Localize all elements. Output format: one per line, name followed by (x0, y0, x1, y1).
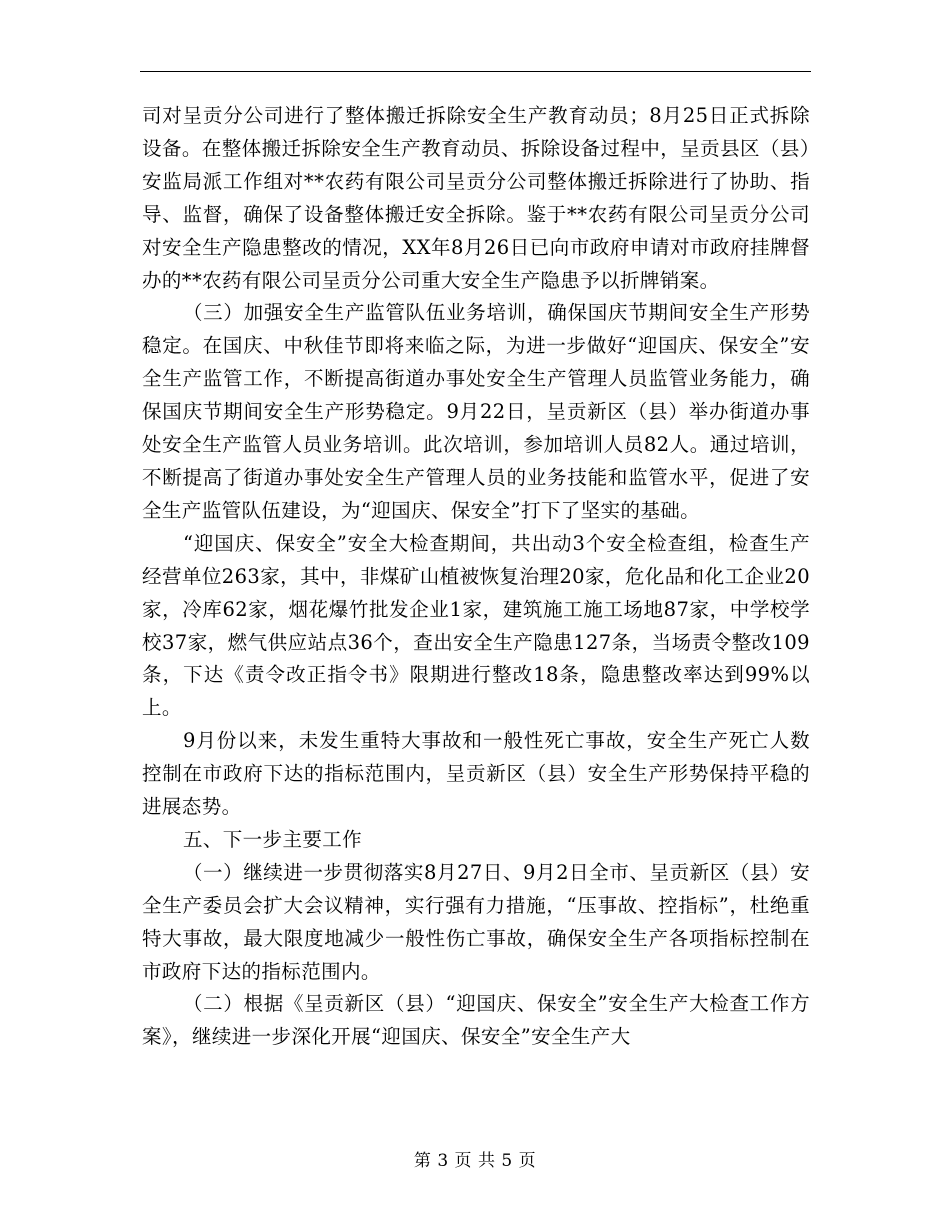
paragraph-next-step-1: （一）继续进一步贯彻落实8月27日、9月2日全市、呈贡新区（县）安全生产委员会扩大会议精神，实行强有力措施，“压事故、控指标”，杜绝重特大事故，最大限度地减少一般性伤亡事故，确保安全生产各项指标控制在市政府下达的指标范围内。 (142, 860, 810, 983)
document-body (142, 100, 810, 1054)
paragraph-next-step-2: （二）根据《呈贡新区（县）“迎国庆、保安全”安全生产大检查工作方案》，继续进一步深化开展“迎国庆、保安全”安全生产大 (142, 992, 810, 1049)
paragraph-section-3: （三）加强安全生产监管队伍业务培训，确保国庆节期间安全生产形势稳定。在国庆、中秋佳节即将来临之际，为进一步做好“迎国庆、保安全”安全生产监管工作，不断提高街道办事处安全生产管理人员监管业务能力，确保国庆节期间安全生产形势稳定。9月22日，呈贡新区（县）举办街道办事处安全生产监管人员业务培训。此次培训，参加培训人员82人。通过培训，不断提高了街道办事处安全生产管理人员的业务技能和监管水平，促进了安全生产监管队伍建设，为“迎国庆、保安全”打下了坚实的基础。 (142, 301, 810, 522)
header-rule (140, 71, 811, 72)
section-heading-next-steps: 五、下一步主要工作 (182, 827, 363, 851)
paragraph-inspection-summary: “迎国庆、保安全”安全大检查期间，共出动3个安全检查组，检查生产经营单位263家，其中，非煤矿山植被恢复治理20家，危化品和化工企业20家，冷库62家，烟花爆竹批发企业1家，建筑施工施工场地87家，中学校学校37家，燃气供应站点36个，查出安全生产隐患127条，当场责令整改109条，下达《责令改正指令书》限期进行整改18条，隐患整改率达到99%以上。 (142, 531, 810, 720)
paragraph-safety-status: 9月份以来，未发生重特大事故和一般性死亡事故，安全生产死亡人数控制在市政府下达的指标范围内，呈贡新区（县）安全生产形势保持平稳的进展态势。 (142, 729, 810, 819)
page-number-label: 第 3 页 共 5 页 (413, 1151, 537, 1171)
paragraph-continuation: 司对呈贡分公司进行了整体搬迁拆除安全生产教育动员；8月25日正式拆除设备。在整体搬迁拆除安全生产教育动员、拆除设备过程中，呈贡县区（县）安监局派工作组对**农药有限公司呈贡分公司整体搬迁拆除进行了协助、指导、监督，确保了设备整体搬迁安全拆除。鉴于**农药有限公司呈贡分公司对安全生产隐患整改的情况，XX年8月26日已向市政府申请对市政府挂牌督办的**农药有限公司呈贡分公司重大安全生产隐患予以折牌销案。 (142, 104, 810, 292)
page-footer (0, 1146, 950, 1171)
